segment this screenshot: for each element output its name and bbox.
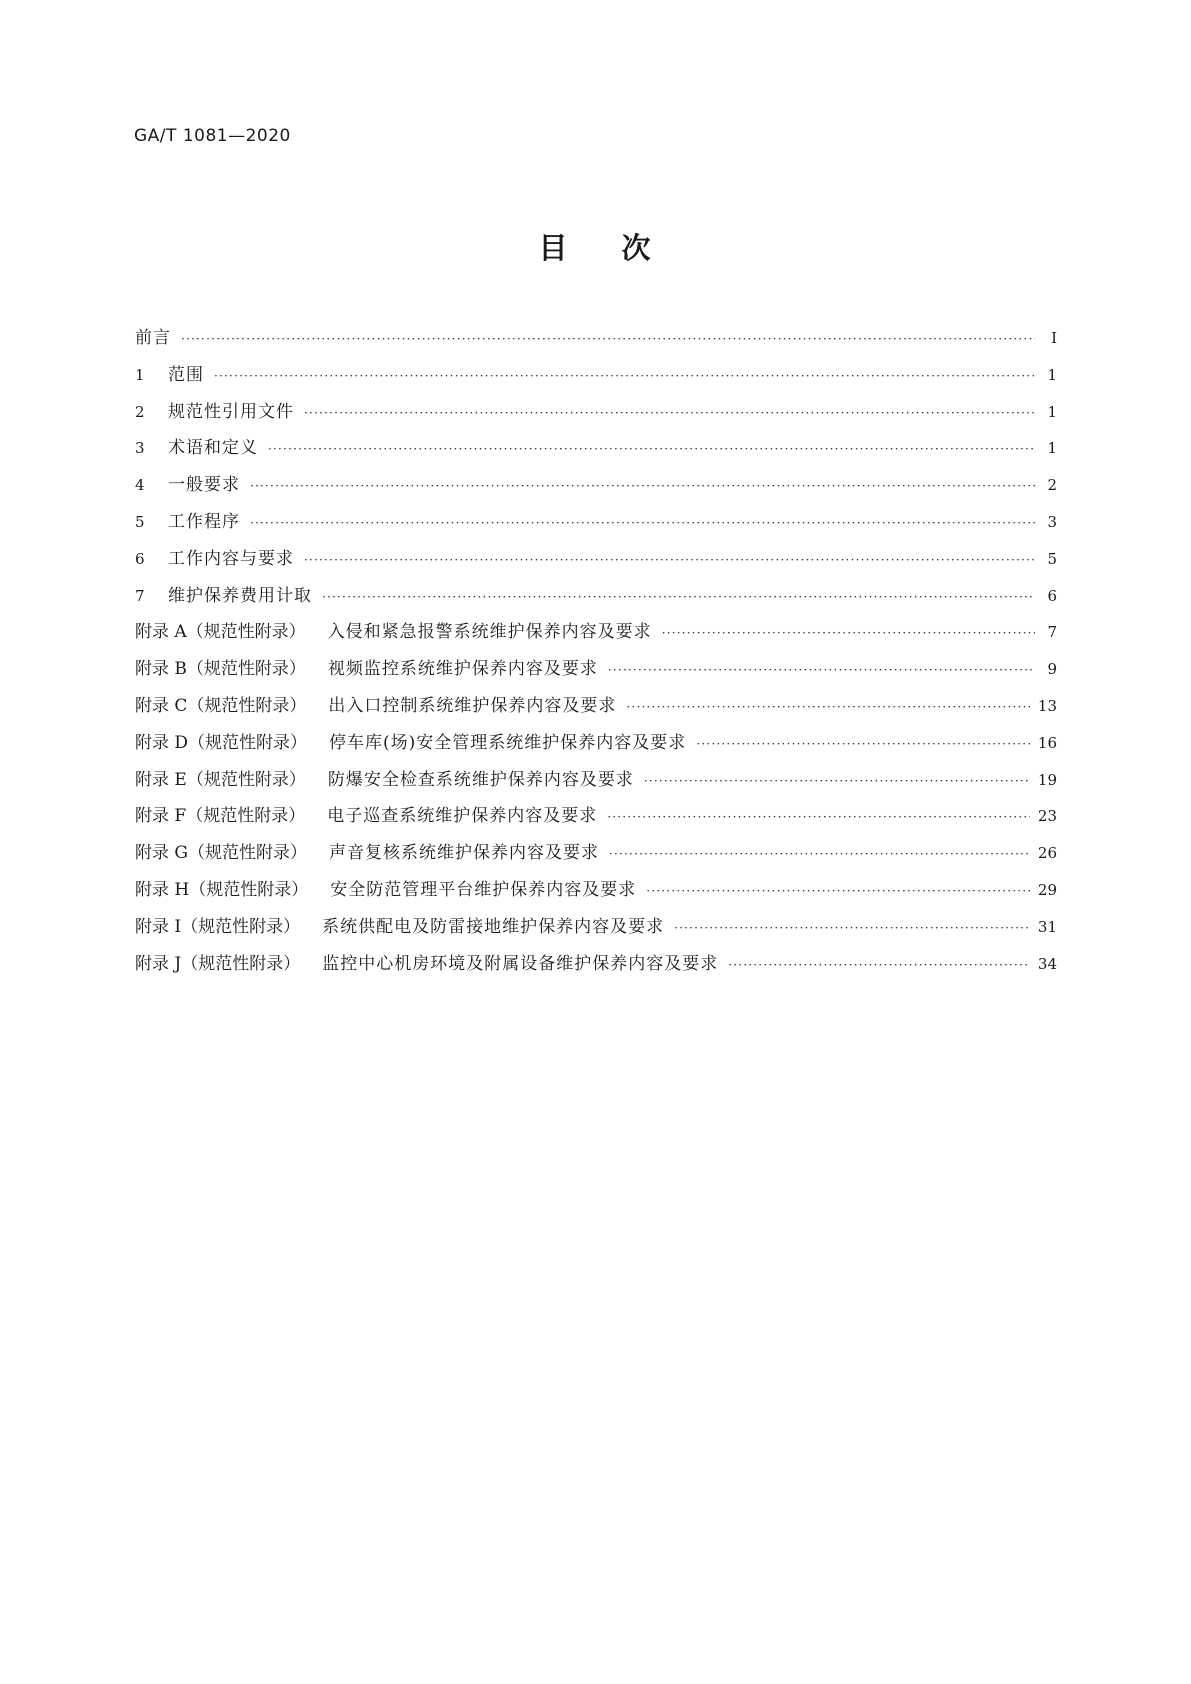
toc-entry-appendix-label: 附录 H（规范性附录）	[135, 879, 309, 900]
toc-entry-page-number: 19	[1037, 770, 1057, 789]
toc-entry-page-number: 1	[1047, 402, 1057, 421]
toc-entry-page-number: 23	[1037, 807, 1057, 826]
toc-dot-leader	[181, 332, 1035, 346]
toc-dot-leader	[250, 516, 1035, 530]
toc-entry-title: 范围	[168, 364, 204, 385]
toc-entry-number: 6	[135, 549, 145, 568]
toc-entry[interactable]	[135, 507, 1057, 544]
toc-dot-leader	[644, 774, 1030, 788]
toc-entry[interactable]	[135, 654, 1057, 691]
toc-dot-leader	[322, 590, 1035, 604]
toc-entry[interactable]	[135, 838, 1057, 875]
toc-entry-title: 工作内容与要求	[168, 548, 294, 569]
toc-entry[interactable]	[135, 912, 1057, 949]
toc-dot-leader	[250, 479, 1035, 493]
toc-entry-title: 维护保养费用计取	[168, 585, 312, 606]
toc-entry-title: 防爆安全检查系统维护保养内容及要求	[327, 769, 634, 790]
toc-entry-appendix-label: 附录 F（规范性附录）	[135, 806, 306, 827]
toc-dot-leader	[662, 626, 1035, 640]
toc-entry[interactable]	[135, 581, 1057, 618]
toc-entry[interactable]	[135, 875, 1057, 912]
toc-entry-page-number: 3	[1047, 512, 1057, 531]
toc-dot-leader	[674, 921, 1030, 935]
document-code: GA/T 1081—2020	[134, 126, 291, 146]
toc-dot-leader	[608, 663, 1035, 677]
toc-entry-number: 3	[135, 439, 145, 458]
toc-entry-title: 安全防范管理平台维护保养内容及要求	[330, 879, 637, 900]
toc-entry[interactable]	[135, 728, 1057, 765]
toc-entry-page-number: 6	[1047, 586, 1057, 605]
toc-entry[interactable]	[135, 617, 1057, 654]
toc-entry-page-number: Ⅰ	[1051, 329, 1057, 347]
toc-entry-appendix-label: 附录 E（规范性附录）	[135, 769, 306, 790]
toc-entry-page-number: 2	[1047, 476, 1057, 495]
toc-entry-appendix-label: 附录 G（规范性附录）	[135, 843, 307, 864]
toc-entry[interactable]	[135, 544, 1057, 581]
title-part-2: 次	[621, 231, 653, 265]
toc-entry-title: 系统供配电及防雷接地维护保养内容及要求	[322, 916, 665, 937]
toc-entry-title: 前言	[135, 328, 171, 348]
toc-entry-appendix-label: 附录 D（规范性附录）	[135, 732, 308, 753]
toc-entry-page-number: 9	[1047, 660, 1057, 679]
toc-entry-number: 5	[135, 512, 145, 531]
toc-dot-leader	[728, 958, 1030, 972]
toc-entry-number: 7	[135, 586, 145, 605]
toc-entry-title: 监控中心机房环境及附属设备维护保养内容及要求	[322, 953, 719, 974]
toc-entry-appendix-label: 附录 A（规范性附录）	[135, 622, 306, 643]
toc-entry-number: 4	[135, 476, 145, 495]
toc-entry-title: 入侵和紧急报警系统维护保养内容及要求	[327, 622, 652, 643]
toc-entry-page-number: 1	[1047, 365, 1057, 384]
toc-entry-page-number: 1	[1047, 439, 1057, 458]
toc-entry[interactable]	[135, 360, 1057, 397]
toc-entry-title: 规范性引用文件	[168, 401, 294, 422]
toc-entry[interactable]	[135, 765, 1057, 802]
table-of-contents	[135, 323, 1057, 985]
toc-entry-title: 出入口控制系统维护保养内容及要求	[328, 695, 617, 716]
title-part-1: 目	[538, 231, 570, 265]
toc-dot-leader	[214, 369, 1035, 383]
toc-entry[interactable]	[135, 433, 1057, 470]
toc-entry-title: 停车库(场)安全管理系统维护保养内容及要求	[329, 732, 687, 753]
toc-entry-title: 声音复核系统维护保养内容及要求	[328, 843, 599, 864]
toc-entry-title: 工作程序	[168, 511, 240, 532]
page-title	[0, 226, 1191, 267]
toc-entry-appendix-label: 附录 J（规范性附录）	[135, 953, 301, 974]
toc-dot-leader	[304, 553, 1035, 567]
toc-dot-leader	[626, 700, 1029, 714]
toc-entry-title: 视频监控系统维护保养内容及要求	[327, 659, 598, 680]
toc-entry-page-number: 29	[1037, 880, 1057, 899]
toc-entry-number: 2	[135, 402, 145, 421]
toc-entry-title: 一般要求	[168, 475, 240, 496]
toc-entry-page-number: 31	[1037, 917, 1057, 936]
toc-entry-page-number: 26	[1037, 844, 1057, 863]
toc-dot-leader	[696, 737, 1030, 751]
toc-entry-appendix-label: 附录 B（规范性附录）	[135, 659, 306, 680]
toc-dot-leader	[646, 884, 1030, 898]
toc-entry-appendix-label: 附录 I（规范性附录）	[135, 916, 301, 937]
toc-dot-leader	[304, 406, 1035, 420]
toc-entry-page-number: 34	[1037, 954, 1057, 973]
toc-entry[interactable]	[135, 801, 1057, 838]
toc-entry-number: 1	[135, 365, 145, 384]
toc-entry-page-number: 13	[1037, 696, 1057, 715]
toc-entry-appendix-label: 附录 C（规范性附录）	[135, 695, 307, 716]
toc-entry-title: 电子巡查系统维护保养内容及要求	[327, 806, 598, 827]
toc-entry[interactable]	[135, 323, 1057, 360]
toc-entry-title: 术语和定义	[168, 438, 258, 459]
toc-entry-page-number: 16	[1037, 733, 1057, 752]
toc-entry-page-number: 5	[1047, 549, 1057, 568]
toc-dot-leader	[609, 847, 1030, 861]
toc-entry[interactable]	[135, 470, 1057, 507]
toc-dot-leader	[268, 442, 1035, 456]
toc-dot-leader	[607, 810, 1030, 824]
toc-entry[interactable]	[135, 949, 1057, 986]
toc-entry[interactable]	[135, 397, 1057, 434]
toc-entry[interactable]	[135, 691, 1057, 728]
toc-entry-page-number: 7	[1047, 623, 1057, 642]
